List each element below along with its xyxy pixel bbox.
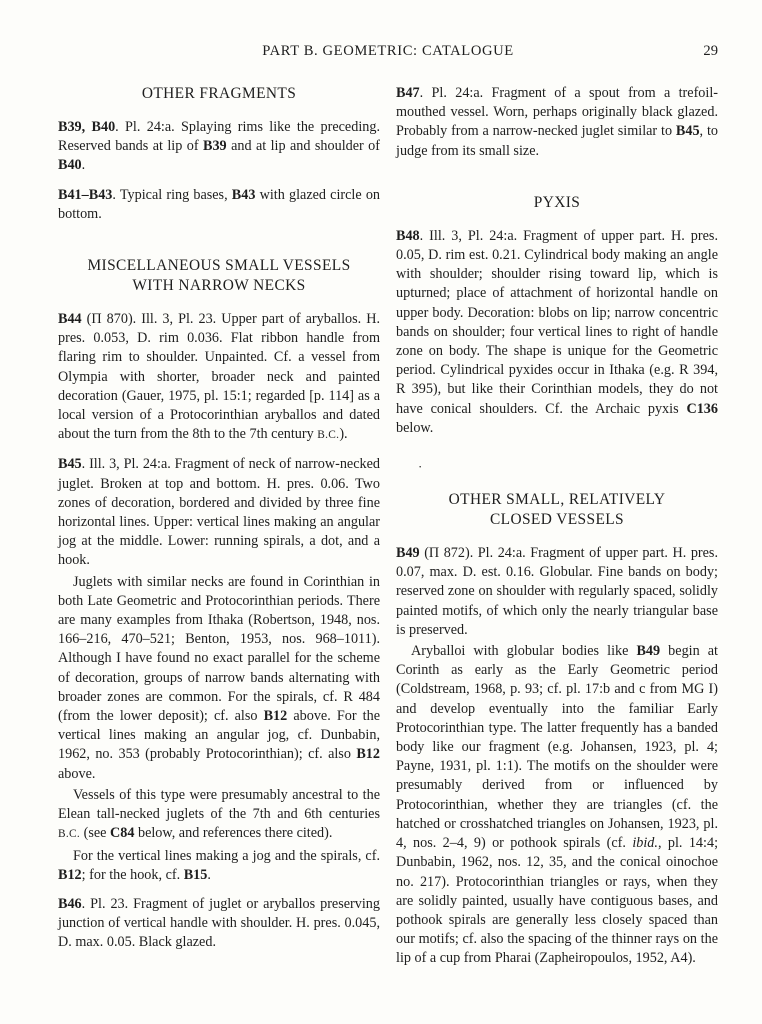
section-heading [58,256,380,296]
heading-line: WITH NARROW NECKS [132,277,306,295]
catalogue-number: B39, B40 [58,119,116,135]
catalogue-number: B41–B43 [58,186,113,203]
discussion-paragraph [58,786,380,845]
stray-dot: · [418,459,423,475]
text-segment: For the vertical lines making a jog and the spirals, cf. [73,847,380,864]
catalogue-number: B15 [183,866,208,883]
catalogue-entry [58,186,380,224]
catalogue-number: B40 [58,157,82,174]
catalogue-entry [58,895,380,953]
catalogue-entry [396,227,718,438]
text-segment: ibid. [632,835,658,852]
text-segment: and at lip and shoulder of [226,138,380,155]
catalogue-entry [396,544,718,640]
section-heading [58,84,380,104]
text-segment: above. [58,765,96,782]
text-segment: below, and references there cited). [134,825,333,842]
heading-line: PYXIS [533,193,581,211]
catalogue-number: B49 [636,643,661,660]
heading-line: CLOSED VESSELS [489,511,625,529]
catalogue-number: B44 [58,311,82,328]
discussion-paragraph [58,573,380,784]
catalogue-number: B46 [58,895,82,912]
text-segment: . Typical ring bases, [112,186,232,203]
text-segment: . Ill. 3, Pl. 24:a. Fragment of upper part. H. pres. 0.05, D. rim est. 0.21. Cylindrical body making an angle with shoulder; shoulder rising toward lip, which is upturned; place of attachment of horizontal handle on upper body. Decoration: blobs on lip; narrow concentric bands on shoulder; four vertical lines to right of handle zone on body. The shape is unique for the Geometric period. Cylindrical pyxides occur in Ithaka (e.g. R 394, R 395), but like their Corinthian models, they do not have conical shoulders. Cf. the Archaic pyxis [396,227,718,417]
text-segment: . [207,866,211,883]
catalogue-number: C136 [686,400,718,417]
text-segment: Juglets with similar necks are found in Corinthian in both Late Geometric and Protocorinthian periods. There are many examples from Ithaka (Robertson, 1948, nos. 166–216, 470–521; Benton, 1953, nos. 968–1011). Although I have found no exact parallel for the scheme of decoration, groups of narrow bands alternating with broader zones are common. For the spirals, cf. R 484 (from the lower deposit); cf. also [58,573,380,725]
text-segment: ). [339,426,348,443]
text-segment: Aryballoi with globular bodies like [411,643,637,660]
heading-line: OTHER SMALL, RELATIVELY [448,491,666,509]
text-segment: B.C. [317,429,340,442]
catalogue-number: B45 [58,456,82,473]
catalogue-number: B12 [263,708,288,725]
catalogue-number: B39 [203,138,227,155]
text-segment: (see [80,825,110,842]
text-segment: Vessels of this type were presumably ancestral to the Elean tall-necked juglets of the 7th and 6th centuries [58,786,380,823]
catalogue-entry [58,310,380,445]
catalogue-number: B48 [396,227,420,244]
catalogue-number: B45 [675,123,700,140]
discussion-paragraph [58,847,380,885]
catalogue-entry [396,84,718,161]
text-segment: . Pl. 24:a. Splaying rims like the preceding. Reserved bands at lip of [58,119,381,155]
text-segment: . [81,157,86,174]
section-heading [396,193,718,213]
text-segment: , pl. 14:4; Dunbabin, 1962, nos. 12, 35, and the conical oinochoe no. 217). Protocorinthian triangles or rays, when they are solidly painted, usually have contiguous bases, and pothook spirals are generally less closely spaced than our motifs; cf. also the spacing of the thinner rays on the lip of a cup from Pharai (Zapheiropoulos, 1952, A4). [396,835,719,967]
text-segment: below. [396,419,434,436]
page-number: 29 [703,43,718,59]
running-head-title: PART B. GEOMETRIC: CATALOGUE [262,43,514,59]
discussion-paragraph [396,642,718,968]
text-segment: begin at Corinth as early as the Early Geometric period (Coldstream, 1968, p. 93; cf. pl. 17:b and c from MG I) and develop eventually into the familiar Early Protocorinthian type. The latter frequently has a banded body like our fragment (e.g. Johansen, 1923, pl. 4; Payne, 1931, pl. 1:1). The motifs on the shoulder were presumably derived from or influenced by Protocorinthian, whether they are triangles (cf. the hatched or crosshatched triangles on Johansen, 1923, pl. 4, nos. 2–4, 9) or pothook spirals (cf. [396,643,718,852]
section-heading [396,490,718,530]
text-segment: , to judge from its small size. [396,123,718,159]
text-segment: (Π 872). Pl. 24:a. Fragment of upper part. H. pres. 0.07, max. D. est. 0.16. Globular. Fine bands on body; reserved zone on shoulder with regularly spaced, solidly painted motifs, of which only the nearly triangular base is preserved. [396,545,718,638]
catalogue-number: C84 [109,825,135,842]
heading-line: MISCELLANEOUS SMALL VESSELS [87,257,351,275]
catalogue-number: B43 [231,186,256,203]
catalogue-entry [58,118,380,176]
page-header [58,42,718,60]
catalogue-number: B49 [396,545,420,562]
text-segment: above. For the vertical lines making an angular jog, cf. Dunbabin, 1962, no. 353 (probably Protocorinthian); cf. also [58,708,381,763]
right-column [396,84,718,969]
catalogue-number: B12 [356,746,380,763]
two-column-text-body [58,84,718,969]
text-segment: (Π 870). Ill. 3, Pl. 23. Upper part of aryballos. H. pres. 0.053, D. rim 0.036. Flat ribbon handle from flaring rim to shoulder. Unpainted. Cf. a vessel from Olympia with shorter, broader neck and painted decoration (Gauer, 1975, pl. 15:1; regarded [p. 114] as a local version of a Protocorinthian aryballos and dated about the turn from the 8th to the 7th century [58,311,380,443]
catalogue-entry [58,455,380,570]
text-segment: with glazed circle on bottom. [58,186,381,222]
heading-line: OTHER FRAGMENTS [141,85,297,102]
text-segment: . Pl. 23. Fragment of juglet or aryballos preserving junction of vertical handle with shoulder. H. pres. 0.045, D. max. 0.05. Black glazed. [58,895,380,951]
text-segment: B.C. [58,828,81,841]
catalogue-number: B12 [58,866,82,883]
catalogue-number: B47 [396,85,420,101]
text-segment: . Ill. 3, Pl. 24:a. Fragment of neck of narrow-necked juglet. Broken at top and bottom. H. pres. 0.06. Two zones of decoration, bordered and divided by three fine horizontal lines. Upper: vertical lines making an angular jog at the middle. Lower: running spirals, a dot, and a hook. [58,456,380,569]
text-segment: ; for the hook, cf. [81,866,184,883]
text-segment: . Pl. 24:a. Fragment of a spout from a trefoil-mouthed vessel. Worn, perhaps originally black glazed. Probably from a narrow-necked juglet similar to [396,85,718,140]
left-column [58,84,380,953]
